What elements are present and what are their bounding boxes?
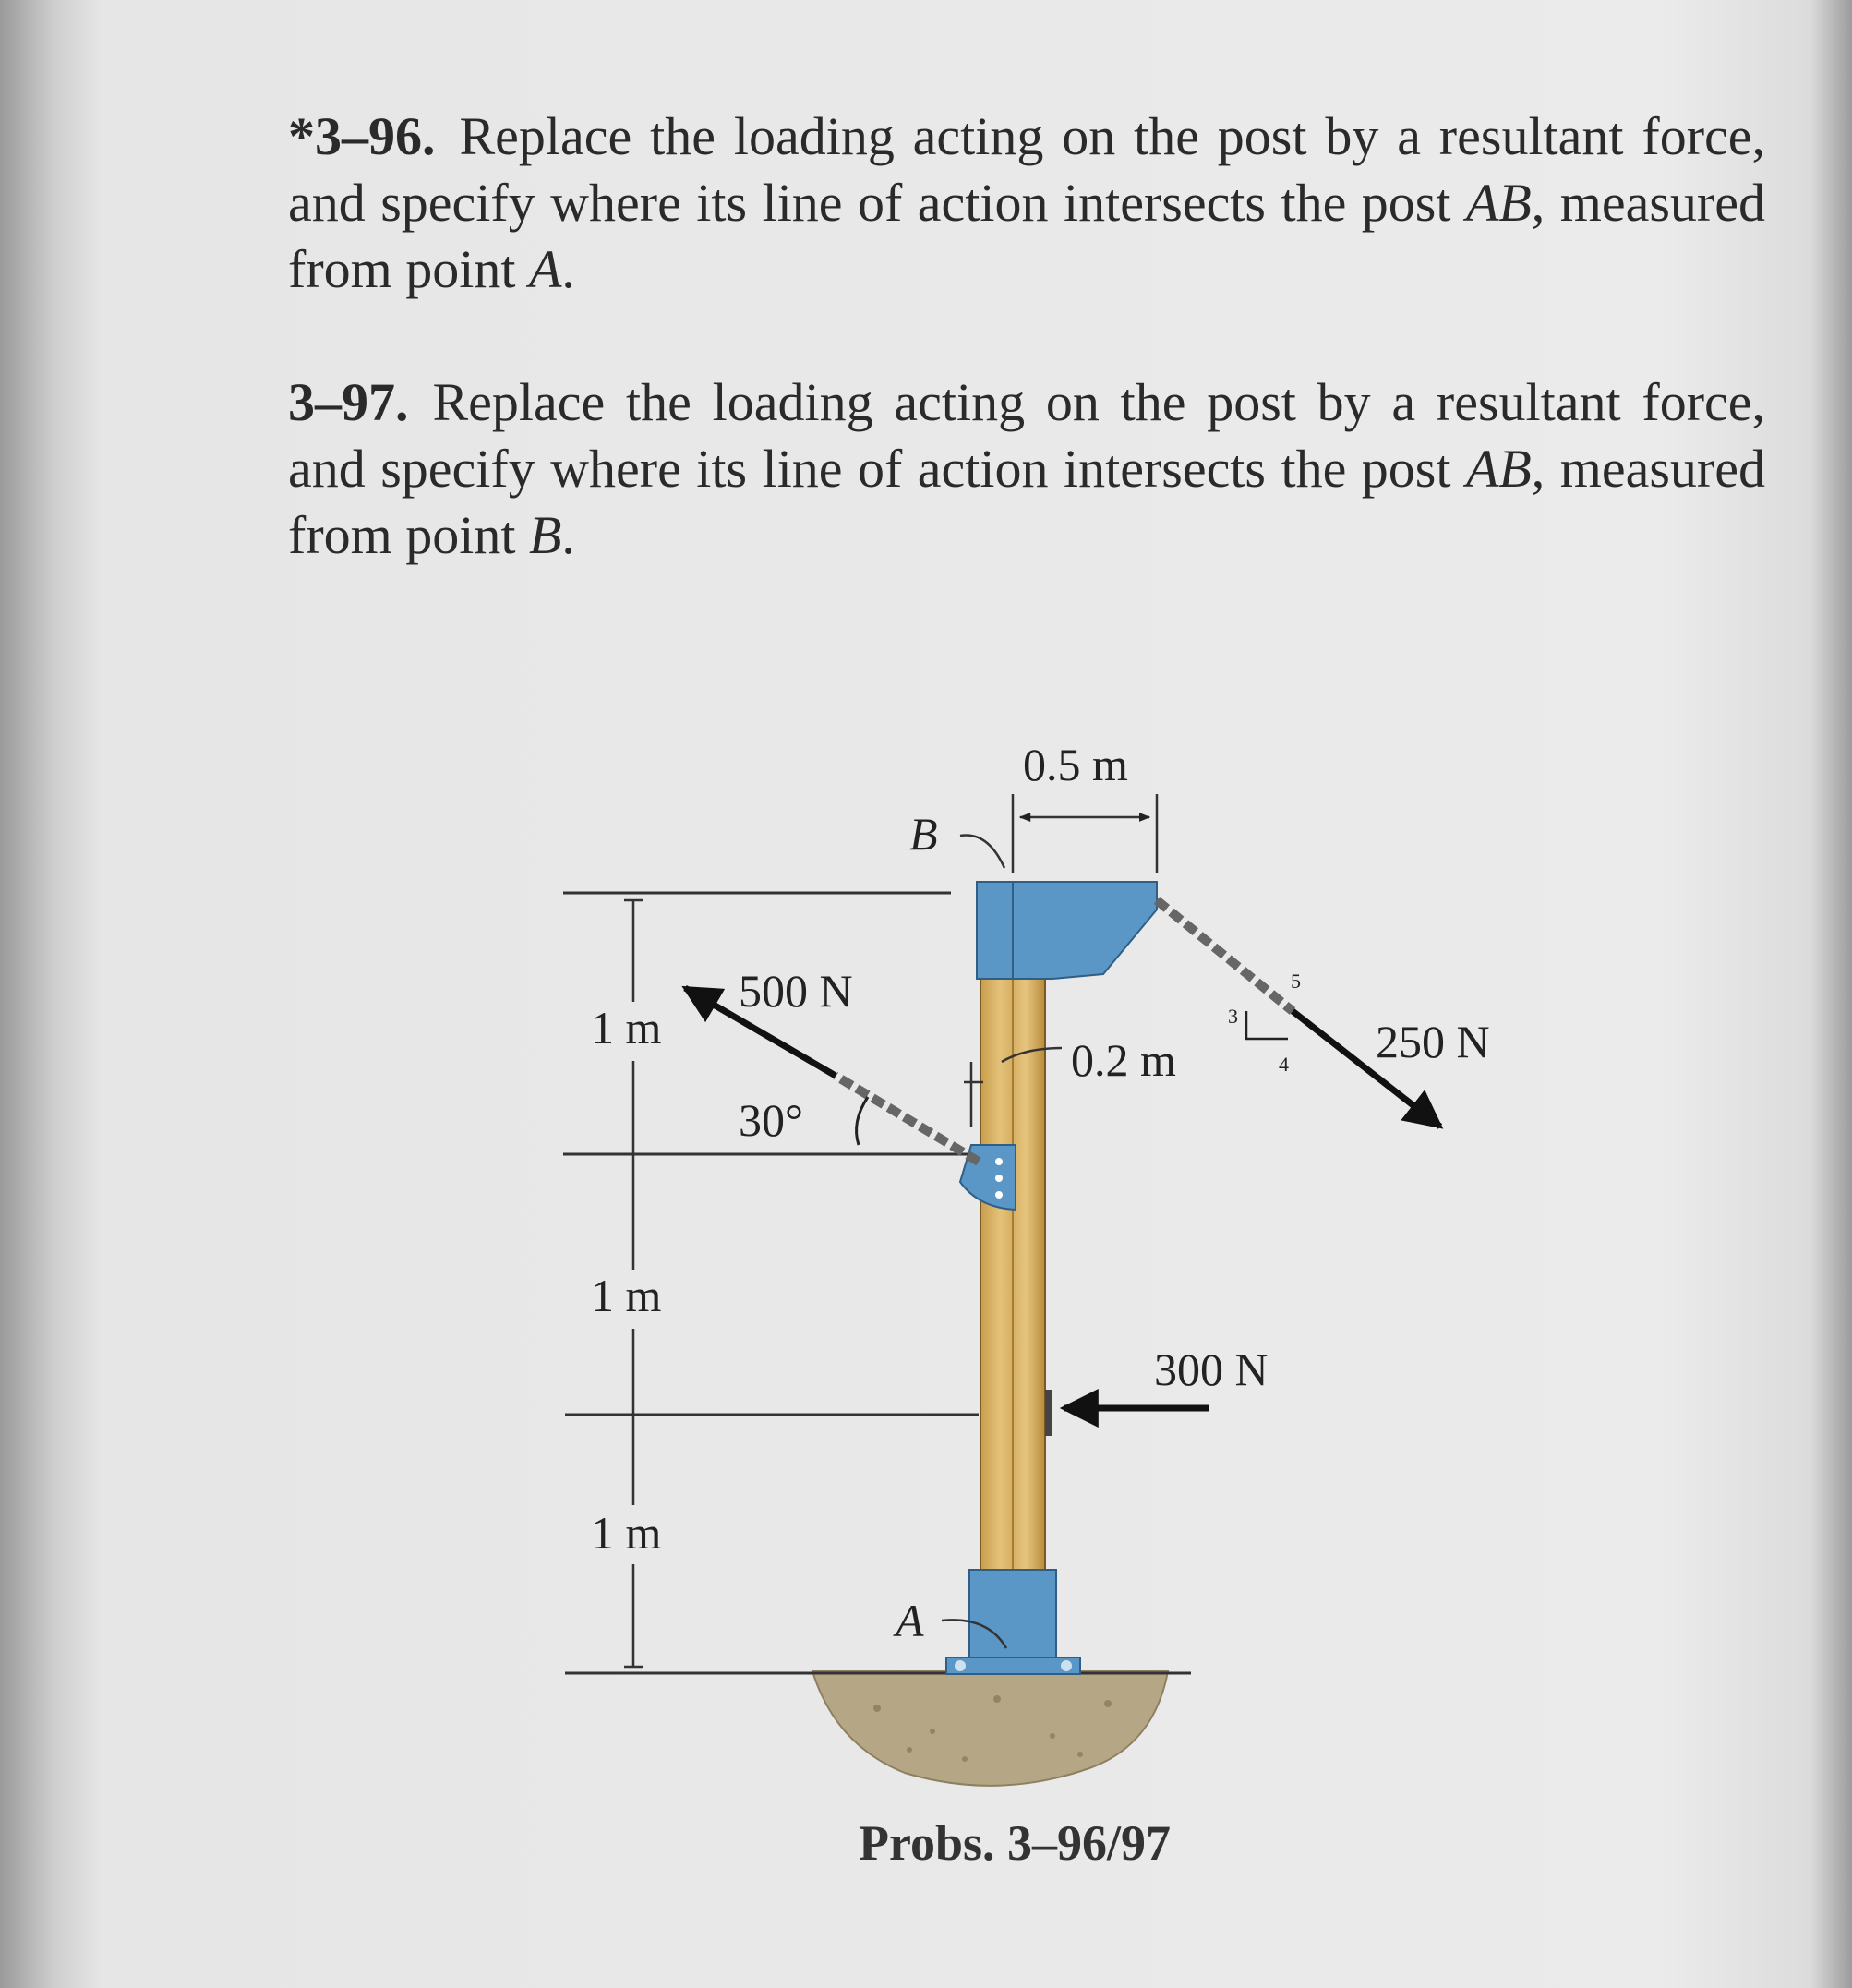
point-label-a: A [896,1595,924,1646]
point-label-b: B [909,808,938,860]
force-label-300: 300 N [1154,1343,1269,1395]
problem-number: *3–96. [288,106,436,166]
point-ref: B [528,505,562,565]
angle-arc [857,1097,868,1145]
point-ref: AB [1465,173,1532,233]
angle-label: 30° [739,1094,803,1146]
problem-number: 3–97. [288,372,409,432]
dimension-label-mid-segment: 1 m [591,1270,662,1321]
force-label-250: 250 N [1376,1016,1490,1067]
base-bracket [969,1570,1056,1667]
problem-text: , measured from point [288,439,1765,565]
force-label-500: 500 N [739,965,853,1017]
dimension-label-top-segment: 1 m [591,1002,662,1054]
point-ref: A [528,239,562,299]
problem-text: . [561,239,575,299]
problem-text: , measured from point [288,173,1765,299]
right-cable [1157,900,1293,1011]
dimension-label-0-5m: 0.5 m [1023,739,1128,790]
slope-rise: 3 [1228,1005,1238,1028]
slope-run: 4 [1279,1053,1289,1076]
slope-triangle [1246,1011,1288,1039]
dimension-label-bottom-segment: 1 m [591,1507,662,1559]
top-cap-bracket [977,882,1157,979]
dimension-label-0-2m: 0.2 m [1071,1034,1176,1086]
ground [812,1671,1168,1786]
figure-caption: Probs. 3–96/97 [859,1815,1172,1871]
problem-text: . [561,505,575,565]
problem-text: Replace the loading acting on the post by a resultant force, and specify where its line of action intersects the post [288,106,1765,233]
slope-hyp: 5 [1291,970,1301,993]
point-ref: AB [1465,439,1532,499]
problem-text: Replace the loading acting on the post by a resultant force, and specify where its line of action intersects the post [288,372,1765,499]
